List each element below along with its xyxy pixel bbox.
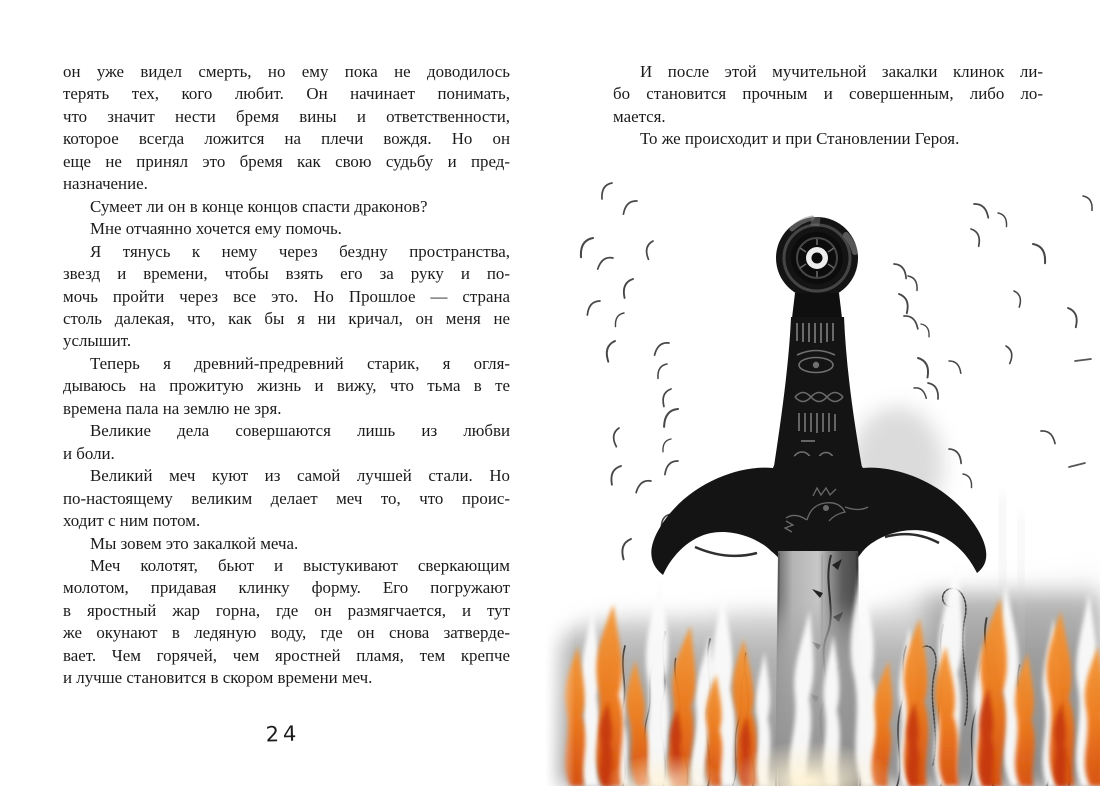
- text-line: мается.: [613, 106, 666, 126]
- text-line: Мне отчаянно хочется ему помочь.: [90, 219, 342, 239]
- text-line: что значит нести бремя вины и ответственности,: [63, 106, 510, 126]
- text-line: Великий меч куют из самой лучшей стали. Но: [90, 466, 510, 486]
- text-line: Меч колотят, бьют и выстукивают сверкающим: [90, 555, 510, 575]
- text-line: услышит.: [63, 331, 132, 351]
- text-line: и лучше становится в скором времени меч.: [63, 668, 373, 688]
- text-line: назначение.: [63, 174, 148, 194]
- text-line: которое всегда ложится на плечи вождя. Но он: [63, 129, 510, 149]
- text-line: Мы зовем это закалкой меча.: [90, 533, 299, 553]
- text-line: терять тех, кого любит. Он начинает понимать,: [63, 84, 510, 104]
- text-line: столь далекая, что, как бы я ни кричал, он меня не: [63, 308, 510, 328]
- text-line: же окунают в ледяную воду, где он снова затверде-: [63, 623, 510, 643]
- text-line: дываюсь на прожитую жизнь и вижу, что тьма в те: [63, 376, 510, 396]
- sword-pommel-neck: [792, 293, 842, 318]
- right-page-text: [613, 61, 1043, 151]
- sword-grip: [773, 317, 863, 473]
- text-line: Сумеет ли он в конце концов спасти драконов?: [90, 196, 428, 216]
- text-line: еще не принял это бремя как свою судьбу и пред-: [63, 151, 510, 171]
- text-line: Великие дела совершаются лишь из любви: [90, 421, 510, 441]
- text-line: времена пала на землю не зря.: [63, 398, 282, 418]
- text-line: и боли.: [63, 443, 115, 463]
- sword-illustration: [545, 165, 1100, 786]
- left-edge-fade: [545, 165, 575, 786]
- text-line: мочь пройти через все это. Но Прошлое — страна: [63, 286, 510, 306]
- page-number: 24: [265, 721, 301, 747]
- text-line: в яростный жар горна, где он размягчается, и тут: [63, 600, 510, 620]
- sword-pommel: [776, 216, 858, 299]
- text-line: То же происходит и при Становлении Героя.: [640, 129, 960, 149]
- text-line: вает. Чем горячей, чем яростней пламя, тем крепче: [63, 645, 510, 665]
- text-line: молотом, придавая клинку форму. Его погружают: [63, 578, 510, 598]
- text-line: ходит с ним потом.: [63, 511, 201, 531]
- text-line: Я тянусь к нему через бездну пространства,: [90, 241, 510, 261]
- text-line: бо становится прочным и совершенным, либо ло-: [613, 84, 1043, 104]
- left-page-text: [63, 61, 510, 690]
- text-line: И после этой мучительной закалки клинок ли-: [640, 62, 1043, 81]
- text-line: по-настоящему великим делает меч то, что проис-: [63, 488, 510, 508]
- text-line: он уже видел смерть, но ему пока не доводилось: [63, 62, 510, 81]
- text-line: звезд и времени, чтобы взять его за руку и по-: [63, 264, 510, 284]
- text-line: Теперь я древний-предревний старик, я огля-: [90, 353, 510, 373]
